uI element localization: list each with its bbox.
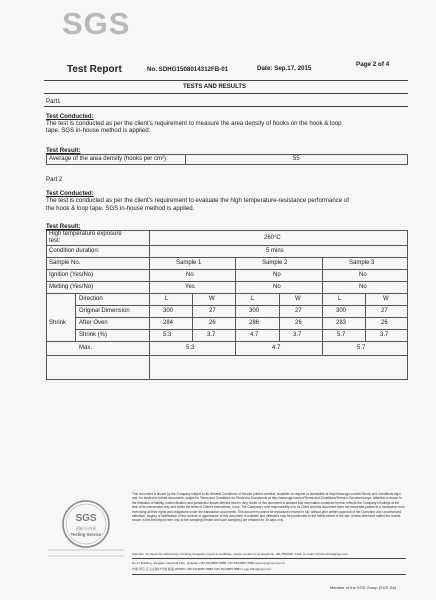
original-cell: 27 <box>209 308 216 314</box>
part1-rule <box>44 106 408 107</box>
footer-rule <box>132 558 406 559</box>
original-cell: 300 <box>249 308 260 314</box>
direction-cell: L <box>165 296 169 302</box>
stamp-top-text: SGS <box>75 513 97 524</box>
table-hline <box>75 305 408 306</box>
table-vline <box>279 293 280 341</box>
after-cell: 26 <box>295 320 302 326</box>
shrink-pct-cell: 5.3 <box>163 332 172 338</box>
after-label: After Oven <box>79 320 108 326</box>
footer-line-1: Attention: To check the authenticity of testing /inspection report & certificate, please contact us at telephone: (86-755)8307 1443, or email: CN.Doccheck@sgs.com <box>132 552 348 556</box>
after-cell: 284 <box>163 320 174 326</box>
original-cell: 27 <box>381 308 388 314</box>
part1-result-divider <box>185 154 186 165</box>
melting-sample-3: No <box>359 284 367 290</box>
part2-label: Part 2 <box>46 176 63 183</box>
table-vline <box>192 293 193 341</box>
shrink-pct-cell: 4.7 <box>250 332 259 338</box>
duration-value: 5 mins <box>266 248 284 254</box>
part1-result-value: 55 <box>293 156 300 162</box>
table-vline <box>322 257 323 355</box>
part1-conducted-text-2: tape. SGS in-house method is applied: <box>46 127 151 134</box>
exposure-value: 260°C <box>264 235 281 241</box>
part2-result-heading: Test Result: <box>46 223 81 230</box>
stamp-middle-text: 通标专用章 <box>76 526 96 531</box>
member-of-sgs-group: Member of the SGS Group (SGS SA) <box>330 585 397 590</box>
footer-line-3: 中国·青岛 江山业园17号楼 邮编 266555 t (86-532)6887 8888 f (86-532)6887 8899 e sgs.china@sgs.com <box>132 567 272 571</box>
report-number: No. SDHG1508014312FB-01 <box>147 66 229 73</box>
shrink-pct-cell: 5.7 <box>337 332 346 338</box>
direction-label: Direction <box>79 296 103 302</box>
shrink-pct-cell: 3.7 <box>207 332 216 338</box>
sample-3-header: Sample 3 <box>349 260 375 266</box>
duration-label: Condition duration: <box>49 248 100 254</box>
report-title: Test Report <box>67 64 122 75</box>
direction-cell: L <box>251 296 255 302</box>
melting-sample-1: Yes <box>185 284 195 290</box>
table-hline <box>75 329 408 330</box>
after-cell: 26 <box>209 320 216 326</box>
exposure-label-2: test: <box>49 238 61 244</box>
sample-no-label: Sample No. <box>49 260 81 266</box>
section-title: TESTS AND RESULTS <box>183 84 247 90</box>
max-sample-3: 5.7 <box>357 345 366 351</box>
direction-cell: W <box>209 296 215 302</box>
sample-2-header: Sample 2 <box>262 260 288 266</box>
header-rule <box>44 80 408 81</box>
max-sample-2: 4.7 <box>272 345 281 351</box>
ignition-label: Ignition (Yes/No) <box>49 272 94 278</box>
original-cell: 300 <box>163 308 174 314</box>
part1-conducted-text-1: The test is conducted as per the client's requirement to measure the area density of hooks on the hook & loop <box>46 120 342 127</box>
table-hline <box>46 341 408 342</box>
direction-cell: L <box>338 296 342 302</box>
table-hline <box>46 245 408 246</box>
part1-result-label: Average of the area density (hooks per cm²): <box>49 156 168 162</box>
part2-conducted-text-1: The test is conducted as per the client's requirement to evaluate the high temperature-resistance performance of <box>46 197 349 204</box>
table-hline <box>46 269 408 270</box>
footer-rule <box>132 574 406 575</box>
table-hline <box>46 281 408 282</box>
part2-conducted-heading: Test Conducted: <box>46 190 94 197</box>
table-hline <box>46 257 408 258</box>
original-label: Original Dimension <box>79 308 130 314</box>
table-hline <box>75 317 408 318</box>
testing-service-stamp <box>46 490 126 562</box>
ignition-sample-1: No <box>186 272 194 278</box>
table-vline <box>365 293 366 341</box>
table-vline <box>149 230 150 380</box>
shrink-label: Shrink <box>49 320 67 326</box>
ignition-sample-3: No <box>359 272 367 278</box>
ignition-sample-2: No <box>273 272 281 278</box>
part2-conducted-text-2: the hook & loop tape. SGS in-house method is applied. <box>46 205 195 212</box>
terms-fine-print: This document is issued by the Company subject to its General Conditions of Service printed overleaf, available on request or accessible at http://www.sgs.com/en/Terms-and-Conditions.aspx and, for electronic format documents, subject to Terms and Conditions for Electronic Documents at http://www.sgs.com/en/Terms-and-Conditions/Terms-e-Document.aspx. Attention is drawn to the limitation of liability, indemnification and jurisdiction issues defined therein. Any holder of this document is advised that information contained hereon reflects the Company's findings at the time of its intervention only and within the limits of Client's instructions, if any. The Company's sole responsibility is to its Client and this document does not exonerate parties to a transaction from exercising all their rights and obligations under the transaction documents. This document cannot be reproduced except in full, without prior written approval of the Company. Any unauthorized alteration, forgery or falsification of the content or appearance of this document is unlawful and offenders may be prosecuted to the fullest extent of the law. Unless otherwise stated the results shown in this test report refer only to the sample(s) tested and such sample(s) are retained for 30 days only. <box>132 492 405 523</box>
footer-line-2: No.17 Building, Jiangjiao Industrial Park, Qingdao t (86-532)6887 8888 f (86-532)6887 8899 www.sgsgroup.com.cn <box>132 561 285 565</box>
table-vline <box>235 257 236 355</box>
melting-label: Melting (Yes/No) <box>49 284 94 290</box>
section-rule <box>44 93 408 94</box>
shrink-pct-cell: 3.7 <box>380 332 389 338</box>
melting-sample-2: No <box>273 284 281 290</box>
report-date: Date: Sep.17, 2015 <box>257 65 312 72</box>
original-cell: 300 <box>336 308 347 314</box>
exposure-label-1: High temperature exposure <box>49 231 122 237</box>
sample-1-header: Sample 1 <box>176 260 202 266</box>
shrink-pct-label: Shrink (%) <box>79 332 108 338</box>
after-cell: 286 <box>249 320 260 326</box>
stamp-bottom-text: Testing Service <box>70 532 102 537</box>
after-cell: 283 <box>336 320 347 326</box>
part1-result-heading: Test Result: <box>46 147 81 154</box>
page-number: Page 2 of 4 <box>356 61 390 68</box>
shrink-pct-cell: 3.7 <box>293 332 302 338</box>
part1-label: Part1 <box>46 98 61 105</box>
max-sample-1: 5.3 <box>186 345 195 351</box>
direction-cell: W <box>295 296 301 302</box>
table-vline <box>75 293 76 341</box>
direction-cell: W <box>383 296 389 302</box>
original-cell: 27 <box>295 308 302 314</box>
part1-conducted-heading: Test Conducted: <box>46 113 94 120</box>
table-hline <box>46 293 408 294</box>
max-label: Max. <box>79 345 93 351</box>
sgs-logo: SGS <box>62 6 131 41</box>
table-hline <box>46 355 408 356</box>
after-cell: 26 <box>381 320 388 326</box>
